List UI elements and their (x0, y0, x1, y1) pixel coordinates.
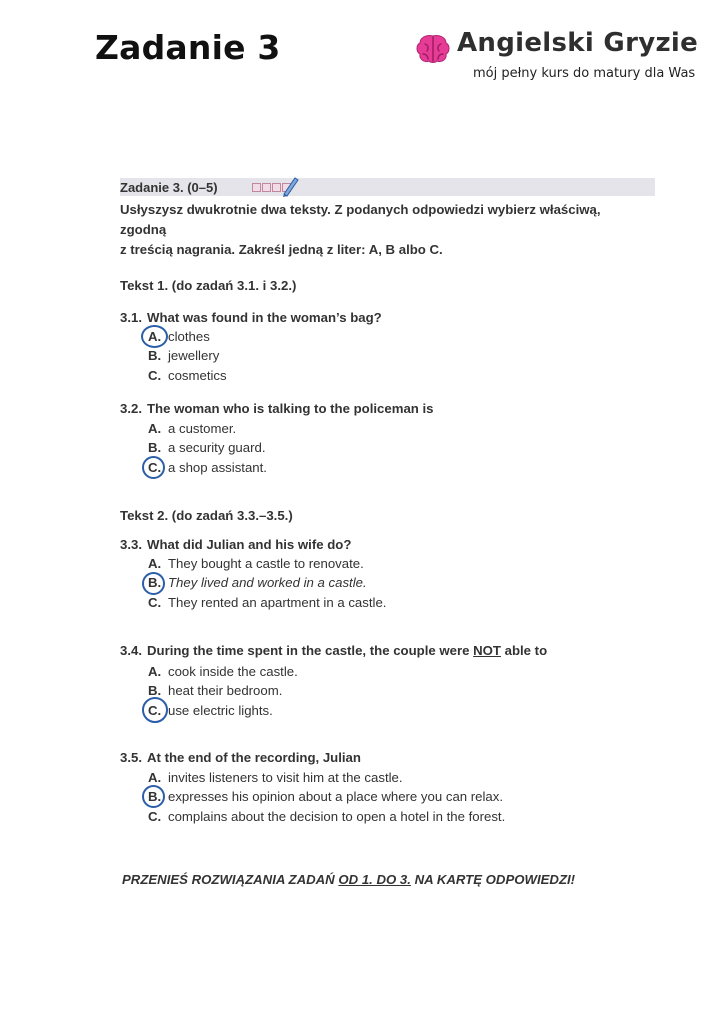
question-text-end: able to (504, 643, 548, 658)
task-header-band (120, 178, 655, 196)
option-text: They lived and worked in a castle. (168, 575, 367, 590)
option-3-5-b[interactable] (148, 789, 503, 804)
text2-heading: Tekst 2. (do zadań 3.3.–3.5.) (120, 508, 293, 523)
option-3-4-b[interactable] (148, 683, 282, 698)
option-3-3-b[interactable] (148, 575, 367, 590)
option-letter: C. (148, 809, 162, 824)
option-3-2-b[interactable] (148, 440, 266, 455)
option-text: a customer. (168, 421, 237, 436)
footer-part-1: PRZENIEŚ ROZWIĄZANIA ZADAŃ (122, 872, 335, 887)
option-letter: C. (148, 368, 162, 383)
option-text: invites listeners to visit him at the castle. (168, 770, 403, 785)
brand-tagline: mój pełny kurs do matury dla Was (473, 66, 696, 81)
pencil-icon (280, 175, 300, 197)
answer-circle-3-3 (142, 572, 165, 595)
option-letter: A. (148, 664, 162, 679)
option-3-5-c[interactable] (148, 809, 505, 824)
option-letter: A. (148, 329, 162, 344)
question-number: 3.1. (120, 310, 142, 325)
question-number: 3.2. (120, 401, 142, 416)
option-letter: B. (148, 348, 162, 363)
option-text: a shop assistant. (168, 460, 267, 475)
option-text: jewellery (168, 348, 220, 363)
answer-circle-3-2 (142, 456, 165, 479)
option-3-2-a[interactable] (148, 421, 236, 436)
option-3-2-c[interactable] (148, 460, 267, 475)
answer-circle-3-1 (141, 325, 168, 348)
transfer-answers-note (122, 872, 575, 887)
option-text: expresses his opinion about a place where you can relax. (168, 789, 504, 804)
option-text: cosmetics (168, 368, 227, 383)
question-text: The woman who is talking to the policeman is (147, 401, 434, 416)
option-3-5-a[interactable] (148, 770, 403, 785)
question-text: At the end of the recording, Julian (147, 750, 361, 765)
option-text: a security guard. (168, 440, 266, 455)
option-text: clothes (168, 329, 210, 344)
answer-circle-3-5 (142, 785, 165, 808)
option-letter: B. (148, 683, 162, 698)
option-text: cook inside the castle. (168, 664, 298, 679)
brand-header (415, 28, 705, 88)
question-3-5 (120, 750, 361, 765)
text1-heading: Tekst 1. (do zadań 3.1. i 3.2.) (120, 278, 297, 293)
question-text-start: During the time spent in the castle, the couple were (147, 643, 470, 658)
question-number: 3.5. (120, 750, 142, 765)
question-emphasis: NOT (473, 643, 501, 658)
footer-part-3: NA KARTĘ ODPOWIEDZI! (414, 872, 576, 887)
question-number: 3.3. (120, 537, 142, 552)
option-letter: B. (148, 789, 162, 804)
option-3-3-a[interactable] (148, 556, 364, 571)
instructions-line-1: Usłyszysz dwukrotnie dwa teksty. Z podanych odpowiedzi wybierz właściwą, zgodną (120, 202, 601, 237)
question-3-1 (120, 310, 382, 325)
option-letter: B. (148, 575, 162, 590)
footer-part-2: OD 1. DO 3. (338, 872, 411, 887)
option-letter: A. (148, 556, 162, 571)
question-text: What did Julian and his wife do? (147, 537, 352, 552)
task-label: Zadanie 3. (0–5) (120, 180, 218, 195)
option-text: use electric lights. (168, 703, 273, 718)
page-title: Zadanie 3 (95, 28, 281, 67)
option-text: They rented an apartment in a castle. (168, 595, 387, 610)
option-3-1-c[interactable] (148, 368, 227, 383)
option-letter: A. (148, 770, 162, 785)
option-3-4-a[interactable] (148, 664, 298, 679)
instructions-line-2: z treścią nagrania. Zakreśl jedną z liter: A, B albo C. (120, 242, 443, 257)
option-text: heat their bedroom. (168, 683, 283, 698)
question-3-4 (120, 643, 547, 658)
option-3-1-b[interactable] (148, 348, 219, 363)
option-letter: C. (148, 703, 162, 718)
answer-circle-3-4 (142, 697, 168, 723)
option-text: complains about the decision to open a hotel in the forest. (168, 809, 506, 824)
question-3-3 (120, 537, 351, 552)
brand-name: Angielski Gryzie (457, 28, 699, 58)
brain-icon (415, 32, 451, 66)
option-text: They bought a castle to renovate. (168, 556, 364, 571)
task-instructions (120, 200, 650, 260)
question-3-2 (120, 401, 434, 416)
option-letter: B. (148, 440, 162, 455)
option-letter: C. (148, 460, 162, 475)
option-3-3-c[interactable] (148, 595, 386, 610)
option-letter: C. (148, 595, 162, 610)
option-letter: A. (148, 421, 162, 436)
question-number: 3.4. (120, 643, 142, 658)
question-text: What was found in the woman’s bag? (147, 310, 382, 325)
